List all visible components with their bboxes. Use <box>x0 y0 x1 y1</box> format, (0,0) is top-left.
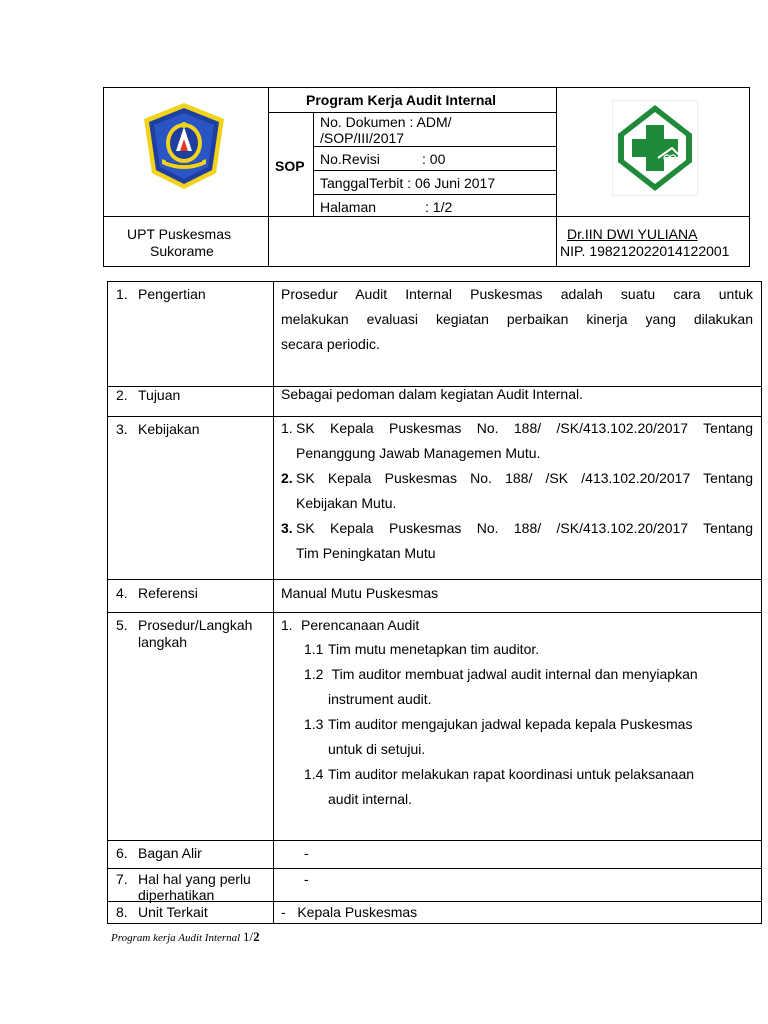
procedure-table <box>107 281 762 924</box>
policy-line: SK Kepala Puskesmas No. 188/ /SK /413.102.20/2017 Tentang <box>296 470 753 486</box>
section-label: Prosedur/Langkah <box>138 617 253 633</box>
step-line: Tim auditor mengajukan jadwal kepada kepala Puskesmas <box>328 716 693 732</box>
step-line: instrument audit. <box>328 691 432 707</box>
header-divider <box>313 194 556 195</box>
section-number: 1. <box>116 286 128 302</box>
step-number: 1.3 <box>304 716 324 732</box>
section-label-unit <box>116 904 208 920</box>
paragraph-line: melakukan evaluasi kegiatan perbaikan kinerja yang dilakukan <box>281 311 753 327</box>
row-divider <box>108 840 761 841</box>
sop-label: SOP <box>275 158 305 174</box>
step-line: Tim auditor melakukan rapat koordinasi untuk pelaksanaan <box>328 766 695 782</box>
section-number: 7. <box>116 871 128 887</box>
header-table <box>103 87 750 267</box>
section-number: 3. <box>116 421 128 437</box>
section-number: 2. <box>116 387 128 403</box>
section-label-tujuan <box>116 387 180 403</box>
section-label: Bagan Alir <box>138 845 202 861</box>
section-number: 6. <box>116 845 128 861</box>
policy-line: SK Kepala Puskesmas No. 188/ /SK/413.102.20/2017 Tentang <box>296 420 753 436</box>
policy-item <box>281 466 753 516</box>
section-number: 8. <box>116 904 128 920</box>
row-divider <box>108 612 761 613</box>
section-label-referensi <box>116 585 198 601</box>
page-footer <box>111 929 260 945</box>
puskesmas-cross-logo <box>612 100 698 196</box>
policy-line: SK Kepala Puskesmas No. 188/ /SK/413.102.20/2017 Tentang <box>296 520 753 536</box>
footer-page: 1/ <box>243 929 254 944</box>
section-label-hal <box>116 871 251 887</box>
section-number: 4. <box>116 585 128 601</box>
section-label-kebijakan <box>116 421 200 437</box>
procedure-step <box>304 662 754 712</box>
section-label-prosedur-cont: langkah <box>138 634 188 650</box>
policy-line: Penanggung Jawab Managemen Mutu. <box>296 445 541 461</box>
revision-value: : 00 <box>422 151 446 167</box>
policy-item <box>281 416 753 466</box>
policy-number: 2. <box>281 470 293 486</box>
document-number-cont: /SOP/III/2017 <box>320 130 405 146</box>
page-label: Halaman <box>320 199 377 215</box>
procedure-step <box>304 637 754 662</box>
step-number: 1.1 <box>304 641 324 657</box>
section-label: Pengertian <box>138 286 206 302</box>
step-line: Tim mutu menetapkan tim auditor. <box>328 641 540 657</box>
header-divider <box>556 88 557 267</box>
regional-emblem-logo <box>140 101 228 191</box>
document-title: Program Kerja Audit Internal <box>306 92 497 108</box>
procedure-step <box>304 762 754 812</box>
procedure-heading <box>281 617 419 633</box>
header-divider <box>313 112 314 216</box>
section-label-prosedur <box>116 617 252 633</box>
policy-line: Kebijakan Mutu. <box>296 495 397 511</box>
kebijakan-list <box>281 416 753 566</box>
section-label-bagan <box>116 845 202 861</box>
column-divider <box>273 282 274 923</box>
unit-text: - Kepala Puskesmas <box>281 904 418 920</box>
policy-number: 1. <box>281 420 293 436</box>
unit-name-cont: Sukorame <box>150 243 214 259</box>
section-label-pengertian <box>116 286 206 302</box>
row-divider <box>108 868 761 869</box>
header-divider <box>104 216 749 217</box>
section-number: 5. <box>116 617 128 633</box>
procedure-steps <box>304 637 754 812</box>
referensi-text: Manual Mutu Puskesmas <box>281 585 439 601</box>
revision-label: No.Revisi <box>320 151 380 167</box>
step-line: audit internal. <box>328 791 413 807</box>
section-label: Hal hal yang perlu <box>138 871 251 887</box>
section-label: Tujuan <box>138 387 181 403</box>
hal-text: - <box>304 871 309 887</box>
policy-number: 3. <box>281 520 293 536</box>
procedure-step <box>304 712 754 762</box>
page-value: : 1/2 <box>425 199 453 215</box>
issue-date: TanggalTerbit : 06 Juni 2017 <box>320 175 496 191</box>
header-divider <box>313 170 556 171</box>
row-divider <box>108 579 761 580</box>
unit-name: UPT Puskesmas <box>127 226 231 242</box>
step-number: 1.2 <box>304 666 324 682</box>
step-line: untuk di setujui. <box>328 741 426 757</box>
bagan-text: - <box>304 845 309 861</box>
step-line: Tim auditor membuat jadwal audit internal dan menyiapkan <box>328 666 698 682</box>
section-label: Unit Terkait <box>138 904 208 920</box>
step-number: 1.4 <box>304 766 324 782</box>
signer-name: Dr.IIN DWI YULIANA <box>567 226 698 242</box>
paragraph-line: secara periodic. <box>281 336 380 352</box>
procedure-heading-number: 1. <box>281 617 293 633</box>
header-divider <box>313 146 556 147</box>
procedure-heading-text: Perencanaan Audit <box>301 617 420 633</box>
header-divider <box>268 88 269 267</box>
document-number: No. Dokumen : ADM/ <box>320 114 452 130</box>
signer-nip: NIP. 198212022014122001 <box>560 243 730 259</box>
tujuan-text: Sebagai pedoman dalam kegiatan Audit Internal. <box>281 386 583 402</box>
header-divider <box>268 112 556 113</box>
paragraph-line: Prosedur Audit Internal Puskesmas adalah suatu cara untuk <box>281 286 753 302</box>
policy-line: Tim Peningkatan Mutu <box>296 545 436 561</box>
footer-text: Program kerja Audit Internal <box>111 932 243 944</box>
pengertian-text <box>281 282 753 357</box>
footer-page-bold: 2 <box>253 929 260 944</box>
section-label: Referensi <box>138 585 198 601</box>
section-label-hal-cont: diperhatikan <box>138 887 215 903</box>
policy-item <box>281 516 753 566</box>
section-label: Kebijakan <box>138 421 200 437</box>
